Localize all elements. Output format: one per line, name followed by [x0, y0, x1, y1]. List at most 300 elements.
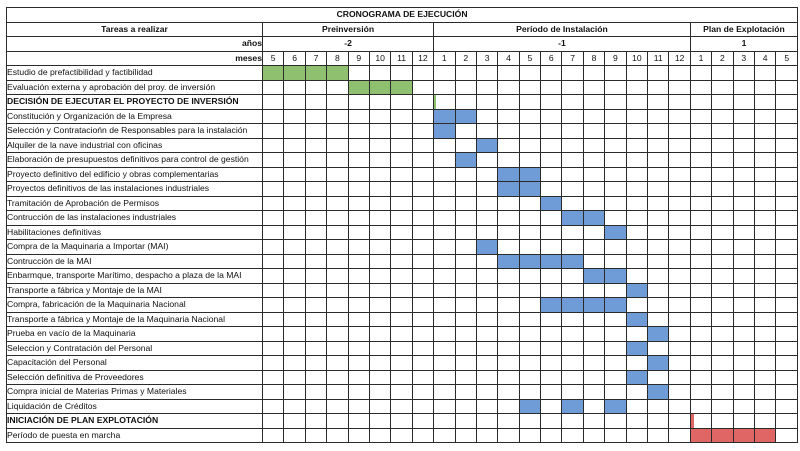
gantt-empty-cell	[690, 269, 711, 284]
gantt-empty-cell	[455, 385, 476, 400]
gantt-bar-cell	[541, 254, 562, 269]
gantt-empty-cell	[434, 385, 455, 400]
gantt-empty-cell	[263, 385, 284, 400]
month-cell: 4	[754, 51, 775, 66]
gantt-empty-cell	[263, 269, 284, 284]
gantt-empty-cell	[369, 327, 390, 342]
gantt-empty-cell	[605, 428, 626, 443]
gantt-empty-cell	[519, 283, 540, 298]
gantt-empty-cell	[348, 225, 369, 240]
gantt-empty-cell	[263, 327, 284, 342]
gantt-empty-cell	[669, 95, 690, 110]
gantt-empty-cell	[562, 414, 583, 429]
task-row	[7, 182, 798, 197]
gantt-empty-cell	[305, 312, 326, 327]
gantt-empty-cell	[305, 414, 326, 429]
gantt-empty-cell	[327, 312, 348, 327]
gantt-empty-cell	[776, 109, 798, 124]
month-cell: 12	[669, 51, 690, 66]
gantt-empty-cell	[626, 298, 647, 313]
gantt-empty-cell	[391, 312, 412, 327]
gantt-empty-cell	[648, 196, 669, 211]
gantt-empty-cell	[754, 283, 775, 298]
gantt-empty-cell	[519, 385, 540, 400]
gantt-empty-cell	[562, 370, 583, 385]
gantt-empty-cell	[583, 312, 604, 327]
gantt-empty-cell	[348, 356, 369, 371]
gantt-empty-cell	[690, 124, 711, 139]
gantt-empty-cell	[562, 182, 583, 197]
gantt-empty-cell	[284, 240, 305, 255]
gantt-empty-cell	[626, 167, 647, 182]
gantt-empty-cell	[605, 124, 626, 139]
gantt-empty-cell	[434, 211, 455, 226]
task-label: Elaboración de presupuestos definitivos para control de gestión	[7, 153, 263, 168]
gantt-bar-cell	[498, 182, 519, 197]
gantt-empty-cell	[648, 370, 669, 385]
gantt-empty-cell	[519, 95, 540, 110]
gantt-empty-cell	[605, 95, 626, 110]
gantt-empty-cell	[562, 356, 583, 371]
gantt-empty-cell	[648, 95, 669, 110]
gantt-empty-cell	[327, 109, 348, 124]
gantt-empty-cell	[583, 356, 604, 371]
month-cell: 2	[712, 51, 733, 66]
gantt-empty-cell	[434, 153, 455, 168]
gantt-empty-cell	[776, 312, 798, 327]
years-row	[7, 37, 798, 52]
gantt-empty-cell	[605, 356, 626, 371]
gantt-empty-cell	[648, 298, 669, 313]
gantt-empty-cell	[391, 341, 412, 356]
gantt-empty-cell	[519, 341, 540, 356]
gantt-empty-cell	[348, 138, 369, 153]
gantt-empty-cell	[455, 95, 476, 110]
month-cell: 8	[583, 51, 604, 66]
gantt-empty-cell	[391, 153, 412, 168]
gantt-empty-cell	[498, 95, 519, 110]
gantt-empty-cell	[327, 196, 348, 211]
milestone-marker	[434, 95, 455, 110]
gantt-empty-cell	[562, 66, 583, 81]
gantt-empty-cell	[327, 95, 348, 110]
gantt-empty-cell	[733, 124, 754, 139]
gantt-empty-cell	[626, 124, 647, 139]
gantt-empty-cell	[284, 414, 305, 429]
gantt-empty-cell	[348, 327, 369, 342]
task-label: Transporte a fábrica y Montaje de la MAI	[7, 283, 263, 298]
gantt-empty-cell	[541, 153, 562, 168]
gantt-empty-cell	[541, 356, 562, 371]
gantt-empty-cell	[626, 109, 647, 124]
gantt-bar-cell	[541, 196, 562, 211]
gantt-empty-cell	[284, 167, 305, 182]
task-label: Estudio de prefactibilidad y factibilidad	[7, 66, 263, 81]
task-row	[7, 385, 798, 400]
gantt-empty-cell	[669, 283, 690, 298]
gantt-empty-cell	[391, 385, 412, 400]
gantt-empty-cell	[434, 428, 455, 443]
gantt-bar-cell	[583, 269, 604, 284]
gantt-empty-cell	[348, 254, 369, 269]
gantt-empty-cell	[754, 225, 775, 240]
gantt-empty-cell	[327, 182, 348, 197]
gantt-empty-cell	[690, 240, 711, 255]
gantt-empty-cell	[284, 95, 305, 110]
gantt-empty-cell	[690, 196, 711, 211]
task-row	[7, 298, 798, 313]
gantt-empty-cell	[776, 66, 798, 81]
gantt-empty-cell	[434, 283, 455, 298]
gantt-empty-cell	[712, 211, 733, 226]
gantt-empty-cell	[263, 138, 284, 153]
gantt-empty-cell	[541, 269, 562, 284]
gantt-empty-cell	[498, 66, 519, 81]
gantt-empty-cell	[541, 428, 562, 443]
gantt-empty-cell	[541, 283, 562, 298]
gantt-empty-cell	[583, 182, 604, 197]
gantt-empty-cell	[305, 254, 326, 269]
gantt-empty-cell	[476, 269, 497, 284]
gantt-empty-cell	[712, 196, 733, 211]
gantt-empty-cell	[712, 153, 733, 168]
gantt-empty-cell	[712, 95, 733, 110]
gantt-empty-cell	[541, 211, 562, 226]
gantt-empty-cell	[669, 182, 690, 197]
gantt-empty-cell	[669, 124, 690, 139]
gantt-empty-cell	[412, 341, 433, 356]
section-label: INICIACIÓN DE PLAN EXPLOTACIÓN	[7, 414, 263, 429]
gantt-bar-cell	[733, 428, 754, 443]
gantt-bar-cell	[605, 225, 626, 240]
gantt-empty-cell	[498, 312, 519, 327]
gantt-empty-cell	[284, 80, 305, 95]
gantt-empty-cell	[348, 399, 369, 414]
month-cell: 1	[434, 51, 455, 66]
gantt-empty-cell	[412, 66, 433, 81]
gantt-empty-cell	[583, 414, 604, 429]
task-label: Seleccion y Contratación del Personal	[7, 341, 263, 356]
gantt-empty-cell	[712, 356, 733, 371]
gantt-empty-cell	[369, 298, 390, 313]
gantt-bar-cell	[583, 211, 604, 226]
gantt-empty-cell	[455, 269, 476, 284]
gantt-empty-cell	[754, 254, 775, 269]
gantt-empty-cell	[669, 370, 690, 385]
gantt-empty-cell	[776, 341, 798, 356]
gantt-bar-cell	[476, 240, 497, 255]
gantt-empty-cell	[434, 182, 455, 197]
gantt-empty-cell	[605, 341, 626, 356]
gantt-empty-cell	[498, 341, 519, 356]
task-label: Transporte a fábrica y Montaje de la Maquinaria Nacional	[7, 312, 263, 327]
gantt-empty-cell	[541, 138, 562, 153]
gantt-empty-cell	[669, 167, 690, 182]
gantt-empty-cell	[263, 95, 284, 110]
gantt-empty-cell	[348, 109, 369, 124]
gantt-empty-cell	[327, 153, 348, 168]
gantt-empty-cell	[519, 240, 540, 255]
gantt-empty-cell	[348, 269, 369, 284]
gantt-empty-cell	[669, 312, 690, 327]
gantt-empty-cell	[648, 211, 669, 226]
gantt-empty-cell	[348, 385, 369, 400]
gantt-empty-cell	[369, 109, 390, 124]
gantt-empty-cell	[327, 225, 348, 240]
gantt-empty-cell	[455, 138, 476, 153]
gantt-empty-cell	[733, 298, 754, 313]
gantt-empty-cell	[327, 399, 348, 414]
gantt-empty-cell	[626, 95, 647, 110]
gantt-empty-cell	[327, 211, 348, 226]
gantt-empty-cell	[305, 327, 326, 342]
gantt-empty-cell	[263, 428, 284, 443]
gantt-empty-cell	[605, 254, 626, 269]
gantt-empty-cell	[284, 196, 305, 211]
gantt-empty-cell	[434, 327, 455, 342]
month-cell: 2	[455, 51, 476, 66]
gantt-empty-cell	[754, 240, 775, 255]
gantt-empty-cell	[263, 211, 284, 226]
gantt-empty-cell	[476, 312, 497, 327]
gantt-empty-cell	[712, 414, 733, 429]
gantt-bar-cell	[519, 254, 540, 269]
gantt-bar-cell	[519, 167, 540, 182]
gantt-empty-cell	[626, 80, 647, 95]
gantt-empty-cell	[263, 182, 284, 197]
gantt-empty-cell	[541, 414, 562, 429]
task-row	[7, 109, 798, 124]
gantt-empty-cell	[712, 283, 733, 298]
gantt-empty-cell	[669, 414, 690, 429]
gantt-empty-cell	[391, 225, 412, 240]
month-cell: 8	[327, 51, 348, 66]
gantt-empty-cell	[690, 109, 711, 124]
gantt-empty-cell	[348, 370, 369, 385]
gantt-empty-cell	[583, 124, 604, 139]
month-cell: 5	[263, 51, 284, 66]
task-row	[7, 428, 798, 443]
gantt-empty-cell	[583, 370, 604, 385]
task-row	[7, 124, 798, 139]
gantt-bar-cell	[562, 399, 583, 414]
gantt-empty-cell	[455, 414, 476, 429]
gantt-empty-cell	[648, 66, 669, 81]
gantt-empty-cell	[412, 327, 433, 342]
gantt-empty-cell	[498, 225, 519, 240]
gantt-empty-cell	[776, 225, 798, 240]
gantt-empty-cell	[476, 167, 497, 182]
task-label: Capacitación del Personal	[7, 356, 263, 371]
gantt-empty-cell	[434, 370, 455, 385]
gantt-empty-cell	[434, 414, 455, 429]
gantt-empty-cell	[690, 385, 711, 400]
gantt-empty-cell	[776, 240, 798, 255]
gantt-empty-cell	[348, 182, 369, 197]
gantt-empty-cell	[391, 414, 412, 429]
gantt-empty-cell	[455, 341, 476, 356]
gantt-empty-cell	[583, 341, 604, 356]
gantt-bar-cell	[605, 399, 626, 414]
gantt-empty-cell	[776, 167, 798, 182]
gantt-empty-cell	[476, 80, 497, 95]
gantt-empty-cell	[776, 283, 798, 298]
task-column-header: Tareas a realizar	[7, 22, 263, 37]
months-label: meses	[7, 51, 263, 66]
gantt-empty-cell	[284, 283, 305, 298]
gantt-empty-cell	[369, 254, 390, 269]
gantt-empty-cell	[712, 80, 733, 95]
gantt-empty-cell	[284, 356, 305, 371]
gantt-empty-cell	[391, 298, 412, 313]
gantt-empty-cell	[562, 283, 583, 298]
gantt-empty-cell	[669, 80, 690, 95]
gantt-empty-cell	[476, 428, 497, 443]
gantt-bar-cell	[455, 153, 476, 168]
gantt-empty-cell	[690, 356, 711, 371]
gantt-empty-cell	[476, 283, 497, 298]
gantt-empty-cell	[391, 428, 412, 443]
task-row	[7, 399, 798, 414]
gantt-empty-cell	[327, 80, 348, 95]
gantt-empty-cell	[669, 385, 690, 400]
gantt-empty-cell	[369, 167, 390, 182]
gantt-empty-cell	[690, 153, 711, 168]
gantt-empty-cell	[369, 211, 390, 226]
gantt-empty-cell	[412, 269, 433, 284]
gantt-empty-cell	[348, 124, 369, 139]
gantt-empty-cell	[412, 225, 433, 240]
gantt-empty-cell	[412, 109, 433, 124]
gantt-empty-cell	[733, 95, 754, 110]
gantt-empty-cell	[284, 428, 305, 443]
gantt-empty-cell	[455, 312, 476, 327]
gantt-empty-cell	[776, 80, 798, 95]
task-label: Alquiler de la nave industrial con oficinas	[7, 138, 263, 153]
gantt-empty-cell	[455, 211, 476, 226]
gantt-empty-cell	[412, 196, 433, 211]
gantt-empty-cell	[648, 399, 669, 414]
gantt-empty-cell	[648, 312, 669, 327]
gantt-empty-cell	[669, 254, 690, 269]
gantt-empty-cell	[434, 356, 455, 371]
gantt-empty-cell	[648, 254, 669, 269]
month-cell: 3	[733, 51, 754, 66]
gantt-bar-cell	[476, 138, 497, 153]
month-cell: 11	[391, 51, 412, 66]
gantt-empty-cell	[369, 269, 390, 284]
gantt-empty-cell	[498, 109, 519, 124]
gantt-empty-cell	[733, 283, 754, 298]
gantt-empty-cell	[562, 95, 583, 110]
gantt-empty-cell	[519, 153, 540, 168]
gantt-empty-cell	[263, 254, 284, 269]
gantt-empty-cell	[519, 269, 540, 284]
gantt-empty-cell	[284, 153, 305, 168]
gantt-empty-cell	[455, 196, 476, 211]
phase-explotacion: Plan de Explotación	[690, 22, 797, 37]
gantt-empty-cell	[369, 370, 390, 385]
gantt-empty-cell	[626, 428, 647, 443]
gantt-empty-cell	[733, 385, 754, 400]
month-cell: 4	[498, 51, 519, 66]
gantt-empty-cell	[476, 385, 497, 400]
gantt-empty-cell	[626, 327, 647, 342]
gantt-empty-cell	[776, 399, 798, 414]
gantt-empty-cell	[583, 327, 604, 342]
gantt-empty-cell	[412, 370, 433, 385]
gantt-empty-cell	[391, 283, 412, 298]
gantt-empty-cell	[498, 385, 519, 400]
gantt-empty-cell	[733, 167, 754, 182]
gantt-bar-cell	[712, 428, 733, 443]
gantt-empty-cell	[476, 327, 497, 342]
gantt-empty-cell	[263, 167, 284, 182]
gantt-empty-cell	[455, 356, 476, 371]
gantt-empty-cell	[327, 138, 348, 153]
gantt-empty-cell	[690, 327, 711, 342]
gantt-empty-cell	[648, 109, 669, 124]
gantt-empty-cell	[284, 182, 305, 197]
gantt-empty-cell	[648, 283, 669, 298]
phase-preinversion: Preinversión	[263, 22, 434, 37]
gantt-empty-cell	[583, 66, 604, 81]
gantt-empty-cell	[648, 414, 669, 429]
gantt-empty-cell	[498, 196, 519, 211]
gantt-bar-cell	[327, 66, 348, 81]
gantt-empty-cell	[562, 196, 583, 211]
gantt-empty-cell	[412, 254, 433, 269]
gantt-empty-cell	[669, 138, 690, 153]
task-row	[7, 269, 798, 284]
gantt-empty-cell	[498, 283, 519, 298]
gantt-empty-cell	[562, 167, 583, 182]
gantt-empty-cell	[412, 298, 433, 313]
year-cell: -2	[263, 37, 434, 52]
gantt-empty-cell	[476, 153, 497, 168]
gantt-empty-cell	[583, 80, 604, 95]
gantt-empty-cell	[434, 80, 455, 95]
gantt-empty-cell	[327, 283, 348, 298]
gantt-empty-cell	[476, 254, 497, 269]
gantt-empty-cell	[391, 356, 412, 371]
gantt-empty-cell	[733, 66, 754, 81]
gantt-empty-cell	[754, 312, 775, 327]
gantt-empty-cell	[348, 196, 369, 211]
gantt-empty-cell	[669, 399, 690, 414]
gantt-empty-cell	[284, 254, 305, 269]
gantt-empty-cell	[391, 240, 412, 255]
section-row	[7, 95, 798, 110]
gantt-empty-cell	[305, 138, 326, 153]
gantt-empty-cell	[412, 385, 433, 400]
gantt-empty-cell	[712, 109, 733, 124]
gantt-empty-cell	[648, 225, 669, 240]
gantt-empty-cell	[626, 414, 647, 429]
gantt-empty-cell	[562, 269, 583, 284]
task-label: Prueba en vacío de la Maquinaria	[7, 327, 263, 342]
gantt-empty-cell	[712, 167, 733, 182]
gantt-empty-cell	[690, 138, 711, 153]
gantt-empty-cell	[648, 240, 669, 255]
gantt-empty-cell	[669, 298, 690, 313]
month-cell: 5	[776, 51, 798, 66]
year-cell: -1	[434, 37, 691, 52]
task-label: Tramitación de Aprobación de Permisos	[7, 196, 263, 211]
gantt-empty-cell	[305, 109, 326, 124]
gantt-table	[6, 7, 798, 443]
gantt-empty-cell	[369, 153, 390, 168]
